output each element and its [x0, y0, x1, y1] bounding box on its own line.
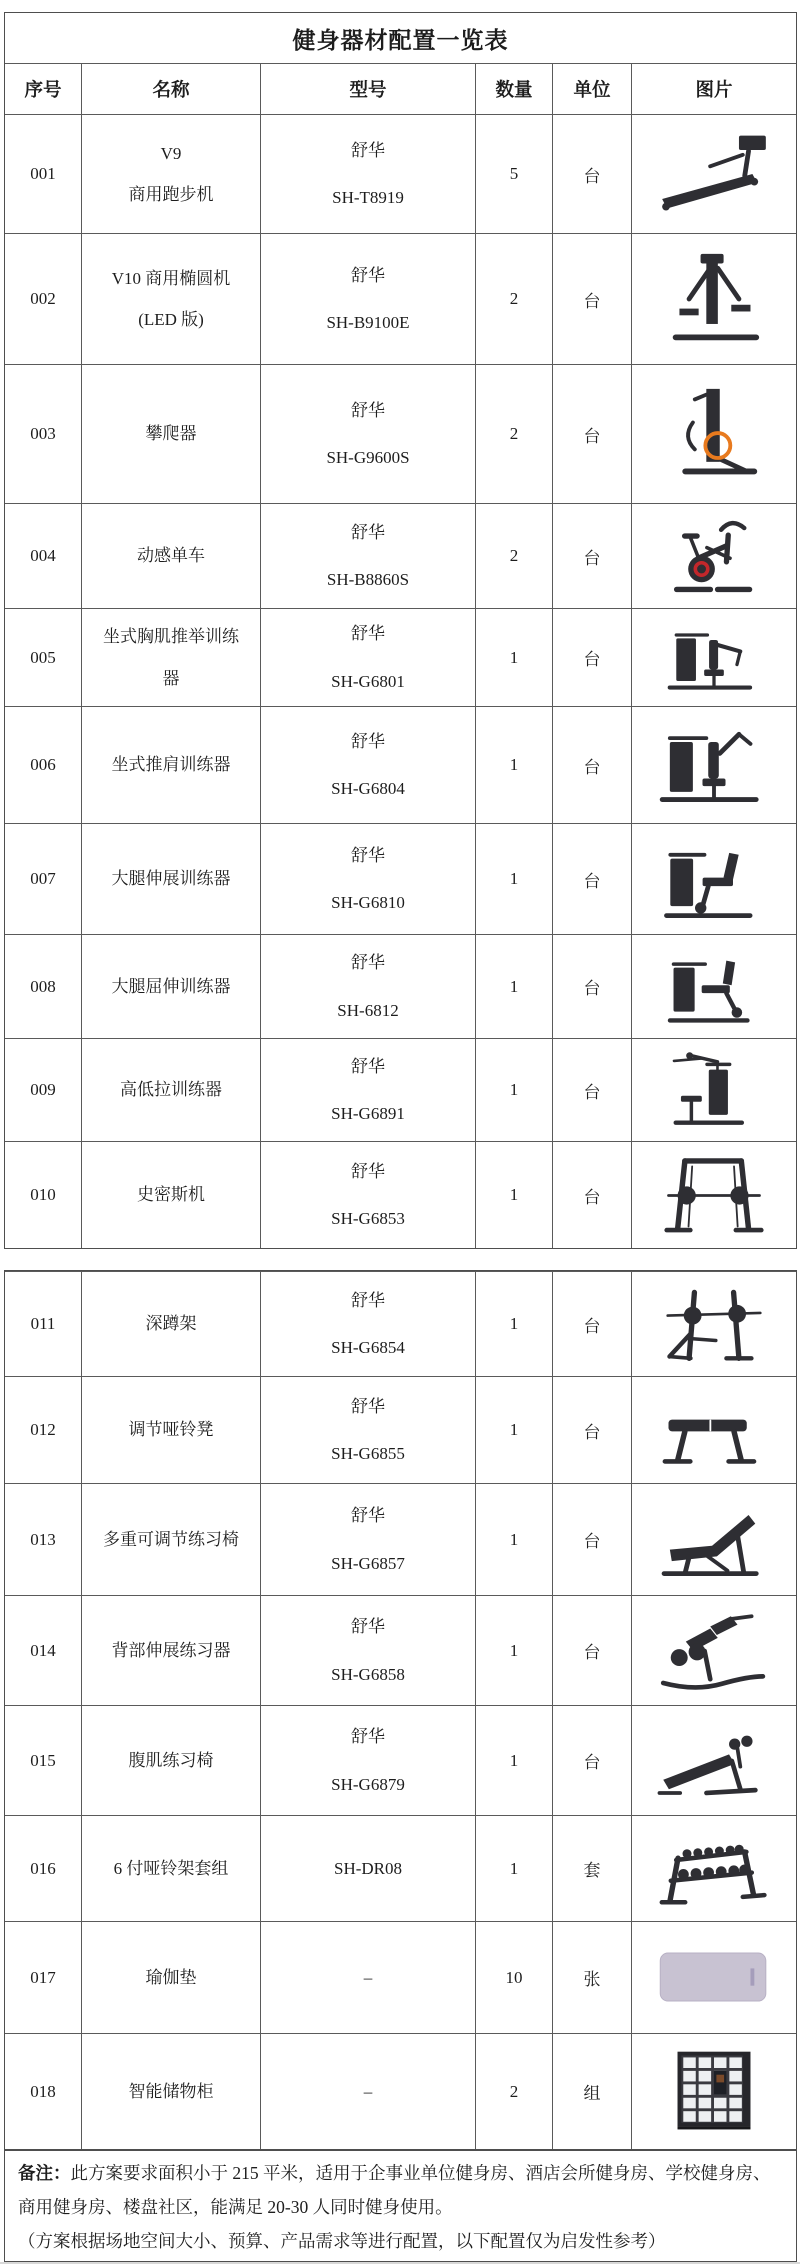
model-line: 舒华 [351, 1290, 385, 1310]
name-cell [81, 504, 260, 608]
header-name: 名称 [81, 64, 260, 114]
name-cell [81, 1039, 260, 1141]
model-cell [260, 1039, 475, 1141]
quantity-cell: 1 [475, 1596, 552, 1705]
model-line: SH-G6810 [331, 893, 405, 912]
image-cell [631, 609, 796, 706]
image-cell [631, 1484, 796, 1595]
table-title [5, 13, 796, 63]
equipment-row-015 [5, 1705, 796, 1815]
model-line: SH-G6857 [331, 1553, 405, 1573]
unit-cell: 台 [552, 504, 631, 608]
name-cell [81, 1706, 260, 1815]
serial-cell: 003 [30, 424, 56, 443]
model-cell [260, 2034, 475, 2149]
name-line: 高低拉训练器 [120, 1080, 222, 1100]
model-line: – [363, 2081, 373, 2101]
image-cell [631, 1816, 796, 1921]
serial-cell: 015 [30, 1750, 56, 1770]
model-cell [260, 824, 475, 934]
model-cell [260, 1596, 475, 1705]
name-line: 背部伸展练习器 [111, 1640, 231, 1660]
shoulder-press-icon [636, 713, 792, 817]
unit-cell: 台 [552, 824, 631, 934]
table-title-text: 健身器材配置一览表 [292, 27, 509, 53]
equipment-row-016 [5, 1815, 796, 1921]
unit-cell: 台 [552, 609, 631, 706]
model-line: 舒华 [351, 624, 385, 644]
quantity-cell: 2 [475, 234, 552, 364]
serial-cell: 011 [30, 1314, 56, 1333]
name-cell [81, 115, 260, 233]
dumbbell-rack-icon [636, 1822, 792, 1915]
unit-cell: 台 [552, 1142, 631, 1248]
name-line: 商用跑步机 [128, 185, 214, 204]
model-line: 舒华 [351, 953, 385, 973]
equipment-row-013 [5, 1483, 796, 1595]
equipment-row-006 [5, 706, 796, 823]
serial-cell: 005 [30, 647, 56, 667]
adjustable-bench-icon [636, 1490, 792, 1589]
unit-cell: 台 [552, 707, 631, 823]
serial-cell: 006 [30, 755, 56, 774]
name-line: 动感单车 [137, 546, 205, 566]
model-line: 舒华 [351, 1617, 385, 1637]
quantity-cell: 1 [475, 707, 552, 823]
model-cell [260, 504, 475, 608]
name-line: 智能储物柜 [128, 2081, 214, 2101]
name-line: 深蹲架 [145, 1314, 197, 1334]
note-remark [18, 2156, 783, 2224]
quantity-cell: 1 [475, 1706, 552, 1815]
smart-locker-icon [636, 2040, 792, 2143]
model-line: SH-G6855 [331, 1444, 405, 1463]
model-cell [260, 1272, 475, 1376]
treadmill-icon [636, 121, 792, 227]
name-line: (LED 版) [138, 310, 204, 329]
image-cell [631, 115, 796, 233]
name-line: 大腿屈伸训练器 [111, 976, 231, 996]
image-cell [631, 1377, 796, 1483]
unit-cell: 组 [552, 2034, 631, 2149]
equipment-row-001 [5, 114, 796, 233]
squat-rack-icon [636, 1278, 792, 1370]
spin-bike-icon [636, 510, 792, 602]
model-line: SH-DR08 [333, 1858, 402, 1878]
name-line: 多重可调节练习椅 [103, 1529, 239, 1549]
quantity-cell: 1 [475, 609, 552, 706]
notes-box [4, 2150, 797, 2262]
model-cell [260, 1816, 475, 1921]
model-cell [260, 935, 475, 1038]
equipment-table-block-2 [4, 1270, 797, 2150]
model-cell [260, 1484, 475, 1595]
equipment-row-005 [5, 608, 796, 706]
equipment-row-010 [5, 1141, 796, 1248]
name-cell [81, 1922, 260, 2033]
header-model: 型号 [260, 64, 475, 114]
model-cell [260, 365, 475, 503]
model-cell [260, 115, 475, 233]
serial-cell: 010 [30, 1185, 56, 1204]
quantity-cell: 1 [475, 1039, 552, 1141]
image-cell [631, 504, 796, 608]
quantity-cell: 10 [475, 1922, 552, 2033]
model-cell [260, 609, 475, 706]
unit-cell: 套 [552, 1816, 631, 1921]
serial-cell: 014 [30, 1640, 56, 1660]
image-cell [631, 1272, 796, 1376]
model-line: SH-G6801 [331, 671, 405, 691]
equipment-row-007 [5, 823, 796, 934]
name-cell [81, 2034, 260, 2149]
model-line: SH-B9100E [326, 313, 410, 332]
image-cell [631, 935, 796, 1038]
model-line: 舒华 [351, 1056, 385, 1076]
quantity-cell: 2 [475, 504, 552, 608]
unit-cell: 台 [552, 1272, 631, 1376]
name-cell [81, 824, 260, 934]
model-line: 舒华 [351, 731, 385, 751]
model-line: 舒华 [351, 1161, 385, 1181]
ab-bench-icon [636, 1712, 792, 1809]
equipment-row-011 [5, 1271, 796, 1376]
serial-cell: 018 [30, 2081, 56, 2101]
serial-cell: 017 [30, 1967, 56, 1987]
quantity-cell: 1 [475, 1142, 552, 1248]
serial-cell: 009 [30, 1080, 56, 1099]
serial-cell: 004 [30, 546, 56, 565]
quantity-cell: 1 [475, 1816, 552, 1921]
name-line: 攀爬器 [145, 424, 197, 444]
name-line: 腹肌练习椅 [128, 1750, 214, 1770]
quantity-cell: 1 [475, 1272, 552, 1376]
serial-cell: 012 [30, 1420, 56, 1439]
unit-cell: 台 [552, 234, 631, 364]
name-line: V9 [160, 143, 182, 163]
equipment-row-014 [5, 1595, 796, 1705]
unit-cell: 台 [552, 1596, 631, 1705]
model-line: – [363, 1967, 373, 1987]
name-cell [81, 1272, 260, 1376]
quantity-cell: 1 [475, 935, 552, 1038]
model-cell [260, 1142, 475, 1248]
equipment-row-012 [5, 1376, 796, 1483]
name-cell [81, 1484, 260, 1595]
header-serial: 序号 [24, 81, 62, 101]
serial-cell: 008 [30, 976, 56, 996]
unit-cell: 台 [552, 1377, 631, 1483]
name-line: 坐式推肩训练器 [111, 755, 231, 775]
model-line: 舒华 [351, 265, 385, 285]
name-cell [81, 1142, 260, 1248]
model-line: 舒华 [351, 1727, 385, 1747]
header-quantity: 数量 [475, 64, 552, 114]
equipment-row-002 [5, 233, 796, 364]
image-cell [631, 1922, 796, 2033]
equipment-row-003 [5, 364, 796, 503]
equipment-row-008 [5, 934, 796, 1038]
equipment-row-017 [5, 1921, 796, 2033]
image-cell [631, 1142, 796, 1248]
model-line: SH-G6854 [331, 1338, 405, 1357]
quantity-cell: 2 [475, 2034, 552, 2149]
unit-cell: 张 [552, 1922, 631, 2033]
serial-cell: 016 [30, 1858, 56, 1878]
flat-bench-icon [636, 1383, 792, 1477]
leg-extension-icon [636, 830, 792, 928]
model-line: SH-G9600S [326, 448, 410, 467]
model-line: 舒华 [351, 400, 385, 420]
table-header [5, 63, 796, 114]
model-cell [260, 707, 475, 823]
name-line: V10 商用椭圆机 [111, 268, 231, 288]
name-line: 坐式胸肌推举训练 [103, 627, 239, 647]
unit-cell: 台 [552, 1484, 631, 1595]
name-cell [81, 1377, 260, 1483]
image-cell [631, 707, 796, 823]
model-cell [260, 1377, 475, 1483]
yoga-mat-icon [636, 1928, 792, 2027]
name-cell [81, 707, 260, 823]
quantity-cell: 1 [475, 824, 552, 934]
image-cell [631, 2034, 796, 2149]
chest-press-icon [636, 615, 792, 700]
unit-cell: 台 [552, 365, 631, 503]
image-cell [631, 1706, 796, 1815]
image-cell [631, 234, 796, 364]
model-line: 舒华 [351, 140, 385, 160]
serial-cell: 013 [30, 1529, 56, 1549]
unit-cell: 台 [552, 1706, 631, 1815]
model-line: SH-6812 [337, 1000, 399, 1020]
model-line: SH-G6891 [331, 1104, 405, 1123]
model-line: SH-G6879 [331, 1774, 405, 1794]
equipment-table-block-1 [4, 12, 797, 1249]
name-cell [81, 609, 260, 706]
model-cell [260, 234, 475, 364]
header-image: 图片 [631, 64, 796, 114]
equipment-row-004 [5, 503, 796, 608]
note-text-2: （方案根据场地空间大小、预算、产品需求等进行配置，以下配置仅为启发性参考） [18, 2231, 666, 2252]
note-text-1: 此方案要求面积小于 215 平米，适用于企事业单位健身房、酒店会所健身房、学校健身房、商用健身房、楼盘社区，能满足 20-30 人同时健身使用。 [18, 2163, 771, 2218]
unit-cell: 台 [552, 935, 631, 1038]
quantity-cell: 1 [475, 1484, 552, 1595]
serial-cell: 001 [30, 164, 56, 183]
name-line: 瑜伽垫 [145, 1967, 197, 1987]
name-cell [81, 1816, 260, 1921]
name-cell [81, 935, 260, 1038]
model-line: 舒华 [351, 1396, 385, 1416]
model-line: SH-G6858 [331, 1664, 405, 1684]
name-cell [81, 365, 260, 503]
elliptical-icon [636, 240, 792, 358]
table-body-1 [5, 114, 796, 1248]
model-line: 舒华 [351, 1506, 385, 1526]
model-cell [260, 1706, 475, 1815]
unit-cell: 台 [552, 115, 631, 233]
climber-icon [636, 371, 792, 497]
serial-cell: 007 [30, 869, 56, 888]
smith-machine-icon [636, 1148, 792, 1242]
name-line: 器 [162, 668, 180, 688]
leg-curl-icon [636, 941, 792, 1032]
header-unit: 单位 [552, 64, 631, 114]
name-cell [81, 234, 260, 364]
model-line: SH-G6804 [331, 779, 405, 798]
back-extension-icon [636, 1602, 792, 1699]
equipment-row-009 [5, 1038, 796, 1141]
model-line: 舒华 [351, 522, 385, 542]
image-cell [631, 365, 796, 503]
unit-cell: 台 [552, 1039, 631, 1141]
quantity-cell: 5 [475, 115, 552, 233]
image-cell [631, 824, 796, 934]
equipment-row-018 [5, 2033, 796, 2149]
name-line: 调节哑铃凳 [128, 1420, 214, 1440]
image-cell [631, 1039, 796, 1141]
model-line: SH-T8919 [332, 188, 404, 207]
name-line: 史密斯机 [137, 1185, 205, 1205]
table-body-2 [5, 1271, 796, 2149]
name-cell [81, 1596, 260, 1705]
quantity-cell: 1 [475, 1377, 552, 1483]
note-label: 备注： [18, 2163, 71, 2183]
model-line: SH-G6853 [331, 1209, 405, 1228]
image-cell [631, 1596, 796, 1705]
lat-pulldown-icon [636, 1045, 792, 1135]
quantity-cell: 2 [475, 365, 552, 503]
model-cell [260, 1922, 475, 2033]
model-line: SH-B8860S [326, 570, 410, 589]
name-line: 大腿伸展训练器 [111, 869, 231, 889]
name-line: 6 付哑铃架套组 [113, 1858, 229, 1878]
serial-cell: 002 [30, 289, 56, 308]
model-line: 舒华 [351, 845, 385, 865]
